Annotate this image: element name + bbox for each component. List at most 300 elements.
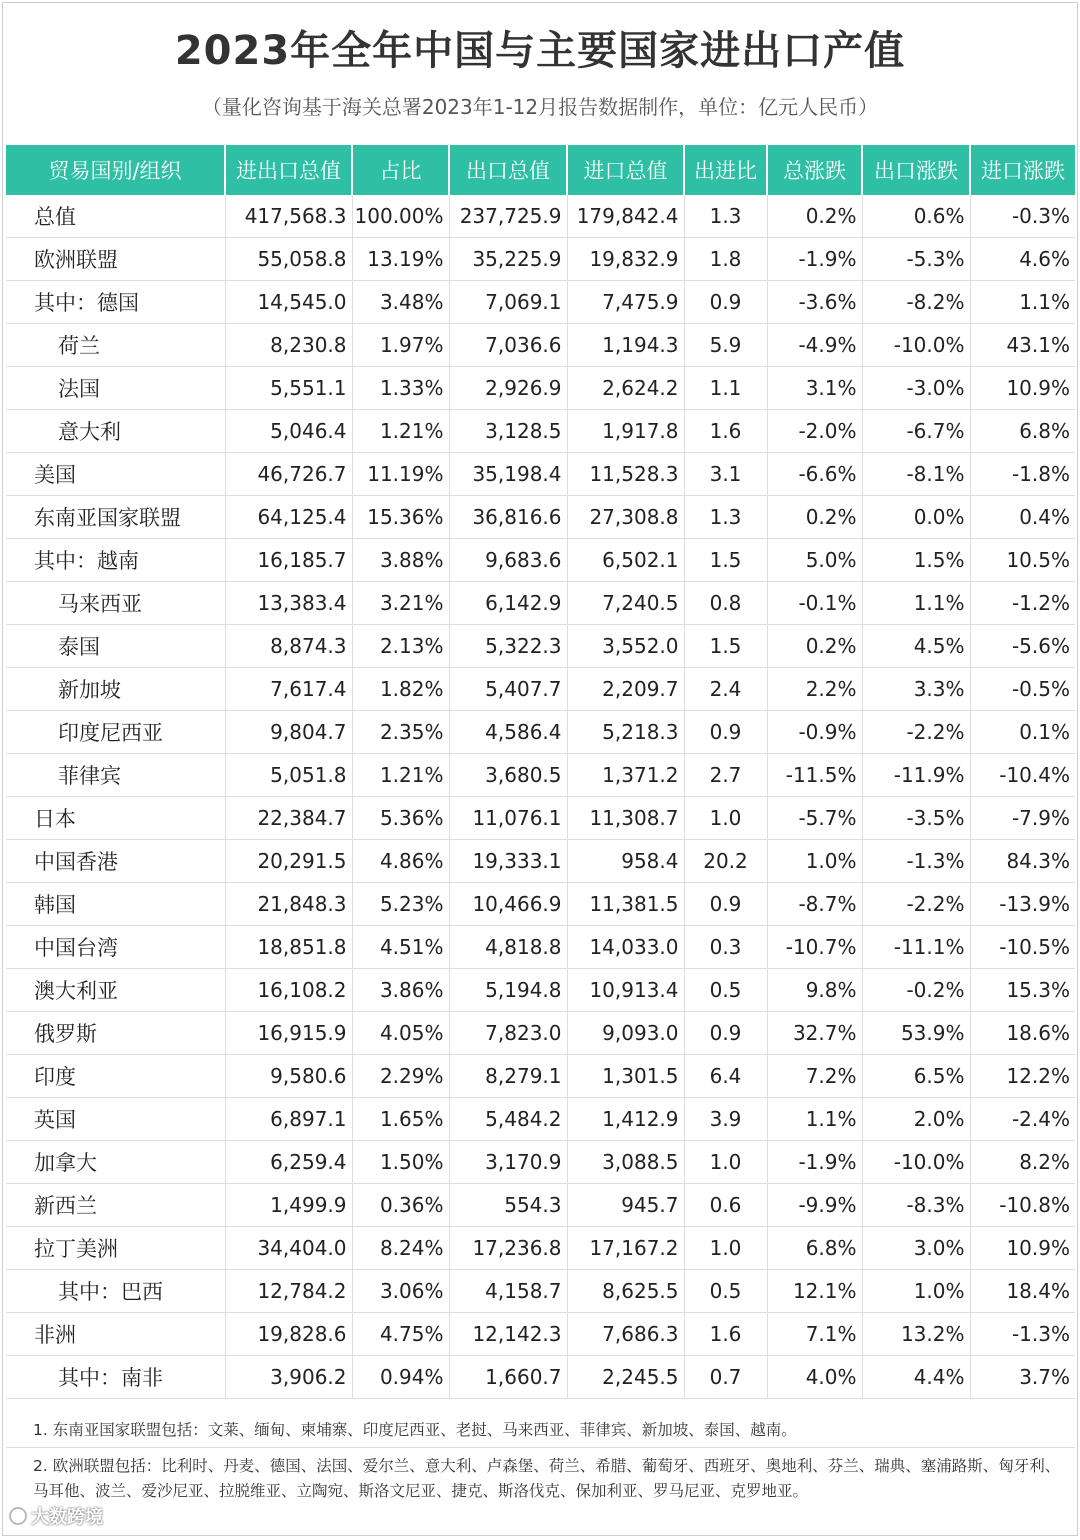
table-cell: 16,185.7 (225, 539, 352, 582)
table-cell: -8.2% (862, 281, 970, 324)
table-cell: 4.51% (352, 926, 449, 969)
table-cell: 0.0% (862, 496, 970, 539)
table-cell: 1.0 (684, 1141, 767, 1184)
table-cell: 1.3 (684, 195, 767, 238)
table-cell: -11.5% (767, 754, 862, 797)
table-cell: 1.1% (970, 281, 1075, 324)
table-cell: 2.35% (352, 711, 449, 754)
table-cell: 9,580.6 (225, 1055, 352, 1098)
footnotes (6, 1411, 1075, 1504)
table-cell: 2,926.9 (449, 367, 567, 410)
table-cell: 6,259.4 (225, 1141, 352, 1184)
table-cell: 8.2% (970, 1141, 1075, 1184)
row-name: 泰国 (6, 625, 225, 668)
row-name: 美国 (6, 453, 225, 496)
infographic-page (2, 2, 1078, 1536)
table-cell: -1.9% (767, 1141, 862, 1184)
row-name: 其中：南非 (6, 1356, 225, 1399)
table-cell: 6,897.1 (225, 1098, 352, 1141)
table-cell: 4.05% (352, 1012, 449, 1055)
row-name: 新西兰 (6, 1184, 225, 1227)
table-cell: 5.9 (684, 324, 767, 367)
table-cell: 8,625.5 (567, 1270, 684, 1313)
table-body (6, 195, 1075, 1399)
table-cell: 0.5 (684, 1270, 767, 1313)
table-row (6, 496, 1075, 539)
table-cell: 1.0 (684, 797, 767, 840)
table-cell: 43.1% (970, 324, 1075, 367)
table-cell: 4.75% (352, 1313, 449, 1356)
table-cell: 2.2% (767, 668, 862, 711)
watermark-text: 大数跨境 (31, 1507, 103, 1528)
table-cell: 1.21% (352, 754, 449, 797)
table-cell: 554.3 (449, 1184, 567, 1227)
table-row (6, 625, 1075, 668)
table-cell: 34,404.0 (225, 1227, 352, 1270)
table-row (6, 926, 1075, 969)
table-cell: 1.6 (684, 410, 767, 453)
table-row (6, 582, 1075, 625)
table-cell: 0.9 (684, 711, 767, 754)
table-cell: 6.8% (970, 410, 1075, 453)
table-row (6, 840, 1075, 883)
table-cell: 10.9% (970, 367, 1075, 410)
table-cell: 16,915.9 (225, 1012, 352, 1055)
table-cell: 5,322.3 (449, 625, 567, 668)
table-cell: 35,225.9 (449, 238, 567, 281)
table-cell: 11.19% (352, 453, 449, 496)
table-cell: -0.5% (970, 668, 1075, 711)
table-cell: 5,218.3 (567, 711, 684, 754)
table-cell: 13.19% (352, 238, 449, 281)
table-cell: 20,291.5 (225, 840, 352, 883)
table-cell: 15.3% (970, 969, 1075, 1012)
table-cell: 18.6% (970, 1012, 1075, 1055)
table-cell: 8.24% (352, 1227, 449, 1270)
table-cell: 55,058.8 (225, 238, 352, 281)
table-cell: -8.3% (862, 1184, 970, 1227)
table-cell: 3,170.9 (449, 1141, 567, 1184)
table-cell: 64,125.4 (225, 496, 352, 539)
table-cell: 10,913.4 (567, 969, 684, 1012)
table-cell: -2.0% (767, 410, 862, 453)
table-cell: 46,726.7 (225, 453, 352, 496)
table-cell: 2.29% (352, 1055, 449, 1098)
table-cell: 7,240.5 (567, 582, 684, 625)
table-cell: 3.88% (352, 539, 449, 582)
table-cell: 0.6% (862, 195, 970, 238)
row-name: 其中：德国 (6, 281, 225, 324)
table-cell: 2,245.5 (567, 1356, 684, 1399)
table-cell: 1,917.8 (567, 410, 684, 453)
col-header-total: 进出口总值 (225, 145, 352, 195)
table-cell: 19,333.1 (449, 840, 567, 883)
table-cell: 2.0% (862, 1098, 970, 1141)
table-cell: 4,586.4 (449, 711, 567, 754)
table-row (6, 1098, 1075, 1141)
table-cell: 4.5% (862, 625, 970, 668)
table-cell: 237,725.9 (449, 195, 567, 238)
table-cell: 18.4% (970, 1270, 1075, 1313)
table-cell: 7.2% (767, 1055, 862, 1098)
table-row (6, 410, 1075, 453)
table-cell: 7,036.6 (449, 324, 567, 367)
row-name: 印度尼西亚 (6, 711, 225, 754)
table-cell: 179,842.4 (567, 195, 684, 238)
table-cell: 3.7% (970, 1356, 1075, 1399)
page-subtitle: （量化咨询基于海关总署2023年1-12月报告数据制作，单位：亿元人民币） (201, 95, 879, 119)
table-row (6, 1184, 1075, 1227)
table-cell: 0.6 (684, 1184, 767, 1227)
table-cell: 19,828.6 (225, 1313, 352, 1356)
table-cell: -1.3% (970, 1313, 1075, 1356)
table-cell: -10.7% (767, 926, 862, 969)
table-cell: -1.8% (970, 453, 1075, 496)
table-cell: -3.5% (862, 797, 970, 840)
table-cell: -0.9% (767, 711, 862, 754)
table-row (6, 1313, 1075, 1356)
table-cell: 0.9 (684, 883, 767, 926)
table-cell: 7,475.9 (567, 281, 684, 324)
table-cell: 12,142.3 (449, 1313, 567, 1356)
table-cell: 1,194.3 (567, 324, 684, 367)
table-cell: 32.7% (767, 1012, 862, 1055)
row-name: 拉丁美洲 (6, 1227, 225, 1270)
row-name: 印度 (6, 1055, 225, 1098)
table-cell: 4,818.8 (449, 926, 567, 969)
table-cell: 11,076.1 (449, 797, 567, 840)
table-cell: 958.4 (567, 840, 684, 883)
table-cell: -10.0% (862, 324, 970, 367)
table-cell: 4.0% (767, 1356, 862, 1399)
table-cell: 10.5% (970, 539, 1075, 582)
table-cell: 11,381.5 (567, 883, 684, 926)
table-cell: -7.9% (970, 797, 1075, 840)
table-cell: 9,683.6 (449, 539, 567, 582)
table-row (6, 1055, 1075, 1098)
trade-table (6, 145, 1075, 1399)
table-cell: 3.21% (352, 582, 449, 625)
table-cell: 3,088.5 (567, 1141, 684, 1184)
table-cell: 5,551.1 (225, 367, 352, 410)
row-name: 菲律宾 (6, 754, 225, 797)
table-cell: 5.0% (767, 539, 862, 582)
table-cell: 6,502.1 (567, 539, 684, 582)
table-cell: 6.4 (684, 1055, 767, 1098)
row-name: 法国 (6, 367, 225, 410)
table-cell: 1.1 (684, 367, 767, 410)
table-cell: 84.3% (970, 840, 1075, 883)
table-cell: -5.7% (767, 797, 862, 840)
table-cell: 14,545.0 (225, 281, 352, 324)
table-cell: 0.1% (970, 711, 1075, 754)
table-cell: 12,784.2 (225, 1270, 352, 1313)
table-cell: -1.9% (767, 238, 862, 281)
table-cell: 0.3 (684, 926, 767, 969)
table-cell: 0.9 (684, 1012, 767, 1055)
table-cell: -1.3% (862, 840, 970, 883)
table-row (6, 281, 1075, 324)
row-name: 澳大利亚 (6, 969, 225, 1012)
table-cell: -0.1% (767, 582, 862, 625)
table-cell: 1.8 (684, 238, 767, 281)
table-cell: 12.1% (767, 1270, 862, 1313)
row-name: 马来西亚 (6, 582, 225, 625)
table-cell: -2.2% (862, 711, 970, 754)
table-cell: 9,093.0 (567, 1012, 684, 1055)
table-cell: 0.2% (767, 195, 862, 238)
table-cell: 13,383.4 (225, 582, 352, 625)
table-cell: 3,128.5 (449, 410, 567, 453)
table-cell: 0.4% (970, 496, 1075, 539)
table-cell: 8,230.8 (225, 324, 352, 367)
table-cell: 6,142.9 (449, 582, 567, 625)
table-cell: 3,906.2 (225, 1356, 352, 1399)
table-cell: 18,851.8 (225, 926, 352, 969)
table-row (6, 1012, 1075, 1055)
table-cell: -6.7% (862, 410, 970, 453)
col-header-export-change: 出口涨跌 (862, 145, 970, 195)
table-cell: 1,412.9 (567, 1098, 684, 1141)
table-cell: 1.82% (352, 668, 449, 711)
row-name: 总值 (6, 195, 225, 238)
row-name: 俄罗斯 (6, 1012, 225, 1055)
table-cell: 1.97% (352, 324, 449, 367)
table-cell: 4.6% (970, 238, 1075, 281)
table-cell: 2,209.7 (567, 668, 684, 711)
table-cell: -0.2% (862, 969, 970, 1012)
table-row (6, 195, 1075, 238)
footnote-eu: 2. 欧洲联盟包括：比利时、丹麦、德国、法国、爱尔兰、意大利、卢森堡、荷兰、希腊、葡萄牙、西班牙、奥地利、芬兰、瑞典、塞浦路斯、匈牙利、马耳他、波兰、爱沙尼亚、拉脱维亚、立陶宛、斯洛文尼亚、捷克、斯洛伐克、保加利亚、罗马尼亚、克罗地亚。 (6, 1447, 1075, 1504)
table-cell: 7,617.4 (225, 668, 352, 711)
table-cell: 3,680.5 (449, 754, 567, 797)
table-row (6, 1270, 1075, 1313)
table-cell: 0.2% (767, 496, 862, 539)
table-cell: 7.1% (767, 1313, 862, 1356)
table-row (6, 797, 1075, 840)
table-cell: 1,301.5 (567, 1055, 684, 1098)
table-cell: 22,384.7 (225, 797, 352, 840)
table-cell: 0.7 (684, 1356, 767, 1399)
table-cell: -10.0% (862, 1141, 970, 1184)
table-cell: -9.9% (767, 1184, 862, 1227)
table-cell: 2,624.2 (567, 367, 684, 410)
table-cell: 21,848.3 (225, 883, 352, 926)
table-cell: 3.1 (684, 453, 767, 496)
table-cell: 6.8% (767, 1227, 862, 1270)
table-row (6, 367, 1075, 410)
table-cell: -2.4% (970, 1098, 1075, 1141)
table-cell: 945.7 (567, 1184, 684, 1227)
col-header-country: 贸易国别/组织 (6, 145, 225, 195)
table-cell: 3.86% (352, 969, 449, 1012)
table-cell: 0.8 (684, 582, 767, 625)
table-row (6, 238, 1075, 281)
table-cell: 417,568.3 (225, 195, 352, 238)
page-title: 2023年全年中国与主要国家进出口产值 (174, 28, 906, 74)
table-row (6, 1356, 1075, 1399)
table-cell: 1.5 (684, 539, 767, 582)
table-cell: -4.9% (767, 324, 862, 367)
table-cell: 1.3 (684, 496, 767, 539)
table-row (6, 711, 1075, 754)
table-cell: 9,804.7 (225, 711, 352, 754)
table-cell: 0.36% (352, 1184, 449, 1227)
table-cell: 1.0 (684, 1227, 767, 1270)
table-cell: 3.1% (767, 367, 862, 410)
col-header-share: 占比 (352, 145, 449, 195)
table-cell: 1.0% (862, 1270, 970, 1313)
table-row (6, 754, 1075, 797)
table-cell: 5,484.2 (449, 1098, 567, 1141)
table-cell: 5,194.8 (449, 969, 567, 1012)
table-cell: -3.6% (767, 281, 862, 324)
table-cell: 5.36% (352, 797, 449, 840)
col-header-total-change: 总涨跌 (767, 145, 862, 195)
row-name: 东南亚国家联盟 (6, 496, 225, 539)
table-cell: 12.2% (970, 1055, 1075, 1098)
table-cell: 0.2% (767, 625, 862, 668)
row-name: 其中：巴西 (6, 1270, 225, 1313)
table-cell: 5,051.8 (225, 754, 352, 797)
row-name: 加拿大 (6, 1141, 225, 1184)
table-cell: -11.9% (862, 754, 970, 797)
table-cell: 100.00% (352, 195, 449, 238)
table-cell: 5,407.7 (449, 668, 567, 711)
table-row (6, 539, 1075, 582)
table-cell: 5,046.4 (225, 410, 352, 453)
table-cell: 13.2% (862, 1313, 970, 1356)
table-cell: -13.9% (970, 883, 1075, 926)
table-cell: 19,832.9 (567, 238, 684, 281)
table-cell: 3.3% (862, 668, 970, 711)
watermark (9, 1503, 103, 1529)
table-cell: 2.7 (684, 754, 767, 797)
table-row (6, 969, 1075, 1012)
table-cell: 1.21% (352, 410, 449, 453)
table-cell: 27,308.8 (567, 496, 684, 539)
table-cell: 0.94% (352, 1356, 449, 1399)
row-name: 韩国 (6, 883, 225, 926)
table-cell: 0.5 (684, 969, 767, 1012)
table-cell: 35,198.4 (449, 453, 567, 496)
row-name: 中国台湾 (6, 926, 225, 969)
col-header-import-change: 进口涨跌 (970, 145, 1075, 195)
table-cell: -6.6% (767, 453, 862, 496)
table-cell: -5.3% (862, 238, 970, 281)
table-cell: 2.13% (352, 625, 449, 668)
table-cell: 1.5% (862, 539, 970, 582)
table-cell: 10,466.9 (449, 883, 567, 926)
row-name: 其中：越南 (6, 539, 225, 582)
table-cell: 3.0% (862, 1227, 970, 1270)
table-cell: 1,371.2 (567, 754, 684, 797)
table-cell: 14,033.0 (567, 926, 684, 969)
table-cell: -1.2% (970, 582, 1075, 625)
table-cell: 15.36% (352, 496, 449, 539)
table-cell: 10.9% (970, 1227, 1075, 1270)
table-row (6, 453, 1075, 496)
table-row (6, 324, 1075, 367)
table-row (6, 883, 1075, 926)
footnote-asean: 1. 东南亚国家联盟包括：文莱、缅甸、柬埔寨、印度尼西亚、老挝、马来西亚、菲律宾、新加坡、泰国、越南。 (33, 1421, 797, 1439)
table-cell: 36,816.6 (449, 496, 567, 539)
row-name: 欧洲联盟 (6, 238, 225, 281)
table-row (6, 1227, 1075, 1270)
table-cell: 1,660.7 (449, 1356, 567, 1399)
table-cell: 4.86% (352, 840, 449, 883)
table-cell: 1.1% (767, 1098, 862, 1141)
table-cell: -8.7% (767, 883, 862, 926)
table-cell: -5.6% (970, 625, 1075, 668)
table-cell: 6.5% (862, 1055, 970, 1098)
table-cell: 8,279.1 (449, 1055, 567, 1098)
table-cell: 1,499.9 (225, 1184, 352, 1227)
table-cell: 7,069.1 (449, 281, 567, 324)
table-cell: 1.6 (684, 1313, 767, 1356)
table-cell: 17,236.8 (449, 1227, 567, 1270)
table-cell: 9.8% (767, 969, 862, 1012)
table-cell: -11.1% (862, 926, 970, 969)
table-cell: 20.2 (684, 840, 767, 883)
table-cell: 1.0% (767, 840, 862, 883)
table-cell: 11,528.3 (567, 453, 684, 496)
table-row (6, 668, 1075, 711)
table-cell: 7,823.0 (449, 1012, 567, 1055)
table-cell: 11,308.7 (567, 797, 684, 840)
table-header-row (6, 145, 1075, 195)
col-header-ratio: 出进比 (684, 145, 767, 195)
col-header-import: 进口总值 (567, 145, 684, 195)
table-cell: 16,108.2 (225, 969, 352, 1012)
table-cell: -10.4% (970, 754, 1075, 797)
row-name: 荷兰 (6, 324, 225, 367)
table-cell: 1.33% (352, 367, 449, 410)
table-cell: 7,686.3 (567, 1313, 684, 1356)
table-cell: 0.9 (684, 281, 767, 324)
row-name: 日本 (6, 797, 225, 840)
table-cell: -8.1% (862, 453, 970, 496)
row-name: 非洲 (6, 1313, 225, 1356)
table-cell: 1.50% (352, 1141, 449, 1184)
table-cell: 3,552.0 (567, 625, 684, 668)
table-cell: 3.48% (352, 281, 449, 324)
table-cell: -0.3% (970, 195, 1075, 238)
table-cell: 53.9% (862, 1012, 970, 1055)
table-cell: -10.8% (970, 1184, 1075, 1227)
table-cell: 1.1% (862, 582, 970, 625)
table-cell: 1.5 (684, 625, 767, 668)
row-name: 新加坡 (6, 668, 225, 711)
watermark-logo-icon (9, 1507, 27, 1525)
table-cell: -3.0% (862, 367, 970, 410)
row-name: 英国 (6, 1098, 225, 1141)
table-cell: 17,167.2 (567, 1227, 684, 1270)
table-cell: 3.9 (684, 1098, 767, 1141)
table-cell: 8,874.3 (225, 625, 352, 668)
row-name: 意大利 (6, 410, 225, 453)
table-cell: 1.65% (352, 1098, 449, 1141)
row-name: 中国香港 (6, 840, 225, 883)
table-cell: 2.4 (684, 668, 767, 711)
table-cell: -10.5% (970, 926, 1075, 969)
table-cell: 4,158.7 (449, 1270, 567, 1313)
col-header-export: 出口总值 (449, 145, 567, 195)
table-cell: 3.06% (352, 1270, 449, 1313)
table-cell: 4.4% (862, 1356, 970, 1399)
table-cell: 5.23% (352, 883, 449, 926)
table-row (6, 1141, 1075, 1184)
